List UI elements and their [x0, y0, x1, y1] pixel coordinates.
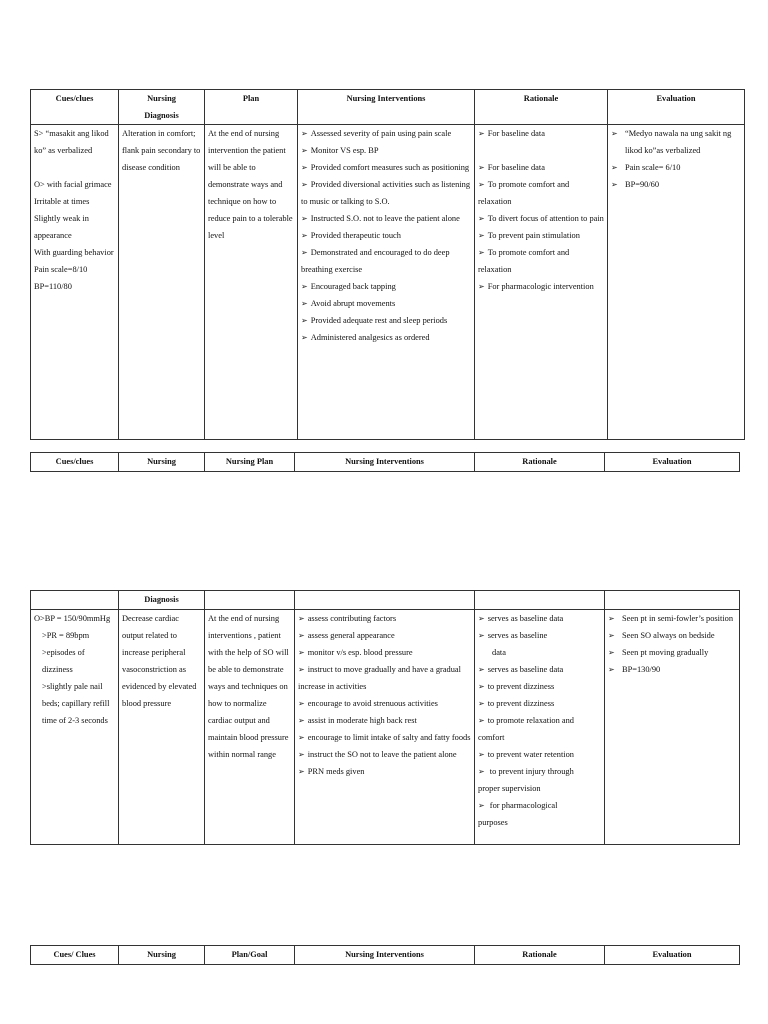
rationale-item: ➢ to prevent dizziness	[478, 695, 601, 712]
cue-item: Slightly weak in appearance	[34, 214, 89, 240]
table-header-row	[31, 591, 740, 610]
intervention-item: ➢ monitor v/s esp. blood pressure	[298, 644, 471, 661]
header-empty	[295, 591, 475, 610]
header-empty	[605, 591, 740, 610]
cue-item: >episodes of dizziness	[42, 648, 85, 674]
diagnosis-cell: Alteration in comfort; flank pain secondary to disease condition	[119, 125, 205, 440]
cue-item: >slightly pale nail beds; capillary refill time of 2-3 seconds	[42, 682, 110, 725]
intervention-item: ➢ Provided diversional activities such as listening to music or talking to S.O.	[301, 176, 471, 210]
cue-item: >PR = 89bpm	[42, 631, 90, 640]
intervention-item: ➢ assist in moderate high back rest	[298, 712, 471, 729]
header-evaluation: Evaluation	[605, 946, 740, 965]
intervention-item: ➢ Avoid abrupt movements	[301, 295, 471, 312]
care-plan-table-cardiac	[30, 590, 740, 845]
rationale-item: ➢ serves as baseline data	[478, 610, 601, 627]
header-evaluation: Evaluation	[608, 90, 745, 125]
rationale-item: ➢ To divert focus of attention to pain	[478, 210, 604, 227]
intervention-item: ➢ instruct to move gradually and have a gradual increase in activities	[298, 661, 471, 695]
header-nursing-diagnosis	[119, 90, 205, 125]
evaluation-item: ➢ BP=90/60	[611, 176, 741, 193]
evaluation-item: ➢ Seen pt in semi-fowler’s position	[608, 610, 736, 627]
header-nursing: Nursing	[147, 94, 176, 103]
header-plan: Plan	[205, 90, 298, 125]
evaluation-item: ➢ Seen pt moving gradually	[608, 644, 736, 661]
rationale-spacer	[478, 142, 604, 159]
intervention-item: ➢ encourage to limit intake of salty and fatty foods	[298, 729, 471, 746]
header-nursing-plan: Nursing Plan	[205, 453, 295, 472]
rationale-item: ➢ For baseline data	[478, 159, 604, 176]
rationale-item: ➢ To prevent pain stimulation	[478, 227, 604, 244]
table-row	[31, 610, 740, 845]
evaluation-cell	[605, 610, 740, 845]
header-cues: Cues/ Clues	[31, 946, 119, 965]
evaluation-cell	[608, 125, 745, 440]
intervention-item: ➢ Assessed severity of pain using pain scale	[301, 125, 471, 142]
rationale-item: ➢ to promote relaxation and	[478, 712, 601, 729]
header-interventions: Nursing Interventions	[295, 946, 475, 965]
table-header-row	[31, 90, 745, 125]
intervention-item: ➢ Monitor VS esp. BP	[301, 142, 471, 159]
diagnosis-cell: Decrease cardiac output related to increase peripheral vasoconstriction as evidenced by elevated blood pressure	[119, 610, 205, 845]
intervention-item: ➢ Provided comfort measures such as positioning	[301, 159, 471, 176]
table-header-row	[31, 946, 740, 965]
interventions-cell	[298, 125, 475, 440]
cue-objective: O> with facial grimace	[34, 180, 112, 189]
cues-cell	[31, 125, 119, 440]
header-rationale: Rationale	[475, 90, 608, 125]
table-row	[31, 125, 745, 440]
header-plan-goal: Plan/Goal	[205, 946, 295, 965]
header-interventions: Nursing Interventions	[295, 453, 475, 472]
cue-item: Irritable at times	[34, 197, 90, 206]
cue-item: BP=110/80	[34, 282, 72, 291]
header-cues: Cues/clues	[31, 90, 119, 125]
cues-cell	[31, 610, 119, 845]
header-rationale: Rationale	[475, 946, 605, 965]
rationale-item: ➢ serves as baseline	[478, 627, 601, 644]
header-rationale: Rationale	[475, 453, 605, 472]
evaluation-item: ➢ Seen SO always on bedside	[608, 627, 736, 644]
cue-item: With guarding behavior	[34, 248, 114, 257]
header-diagnosis: Diagnosis	[144, 111, 179, 120]
header-nursing: Nursing	[119, 946, 205, 965]
intervention-item: ➢ Administered analgesics as ordered	[301, 329, 471, 346]
header-empty	[31, 591, 119, 610]
intervention-item: ➢ Instructed S.O. not to leave the patient alone	[301, 210, 471, 227]
evaluation-item: ➢ BP=130/90	[608, 661, 736, 678]
header-cues: Cues/clues	[31, 453, 119, 472]
table-header-row	[31, 453, 740, 472]
header-empty	[475, 591, 605, 610]
header-diagnosis: Diagnosis	[119, 591, 205, 610]
rationale-cell	[475, 610, 605, 845]
rationale-item: ➢ To promote comfort and relaxation	[478, 244, 604, 278]
intervention-item: ➢ Demonstrated and encouraged to do deep breathing exercise	[301, 244, 471, 278]
cue-subjective: S> “masakit ang likod ko” as verbalized	[34, 129, 109, 155]
interventions-cell	[295, 610, 475, 845]
header-evaluation: Evaluation	[605, 453, 740, 472]
intervention-item: ➢ Provided therapeutic touch	[301, 227, 471, 244]
cue-spacer	[34, 159, 115, 176]
intervention-item: ➢ instruct the SO not to leave the patient alone	[298, 746, 471, 763]
rationale-item: ➢ For pharmacologic intervention	[478, 278, 604, 295]
care-plan-table-pain	[30, 89, 745, 440]
care-plan-header-table-4	[30, 945, 740, 965]
evaluation-item: ➢ “Medyo nawala na ung sakit ng likod ko”as verbalized	[611, 125, 741, 159]
plan-cell: At the end of nursing intervention the patient will be able to demonstrate ways and technique on how to reduce pain to a tolerable level	[205, 125, 298, 440]
rationale-item: ➢ to prevent dizziness	[478, 678, 601, 695]
header-interventions: Nursing Interventions	[298, 90, 475, 125]
rationale-item: ➢ to prevent injury through	[478, 763, 601, 780]
plan-cell: At the end of nursing interventions , patient with the help of SO will be able to demonstrate ways and techniques on how to normalize cardiac output and maintain blood pressure within normal range	[205, 610, 295, 845]
rationale-item: comfort	[478, 733, 505, 742]
rationale-item: data	[492, 648, 506, 657]
intervention-item: ➢ PRN meds given	[298, 763, 471, 780]
rationale-item: ➢ To promote comfort and relaxation	[478, 176, 604, 210]
cue-item: Pain scale=8/10	[34, 265, 88, 274]
rationale-item: ➢ for pharmacological	[478, 797, 601, 814]
rationale-item: proper supervision	[478, 784, 541, 793]
intervention-item: ➢ assess general appearance	[298, 627, 471, 644]
care-plan-header-table-2	[30, 452, 740, 472]
evaluation-item: ➢ Pain scale= 6/10	[611, 159, 741, 176]
cue-item: O>BP = 150/90mmHg	[34, 614, 111, 623]
header-empty	[205, 591, 295, 610]
rationale-item: ➢ For baseline data	[478, 125, 604, 142]
rationale-item: ➢ to prevent water retention	[478, 746, 601, 763]
rationale-item: ➢ serves as baseline data	[478, 661, 601, 678]
intervention-item: ➢ assess contributing factors	[298, 610, 471, 627]
intervention-item: ➢ Encouraged back tapping	[301, 278, 471, 295]
header-nursing: Nursing	[119, 453, 205, 472]
intervention-item: ➢ encourage to avoid strenuous activities	[298, 695, 471, 712]
rationale-item: purposes	[478, 818, 508, 827]
intervention-item: ➢ Provided adequate rest and sleep periods	[301, 312, 471, 329]
rationale-cell	[475, 125, 608, 440]
